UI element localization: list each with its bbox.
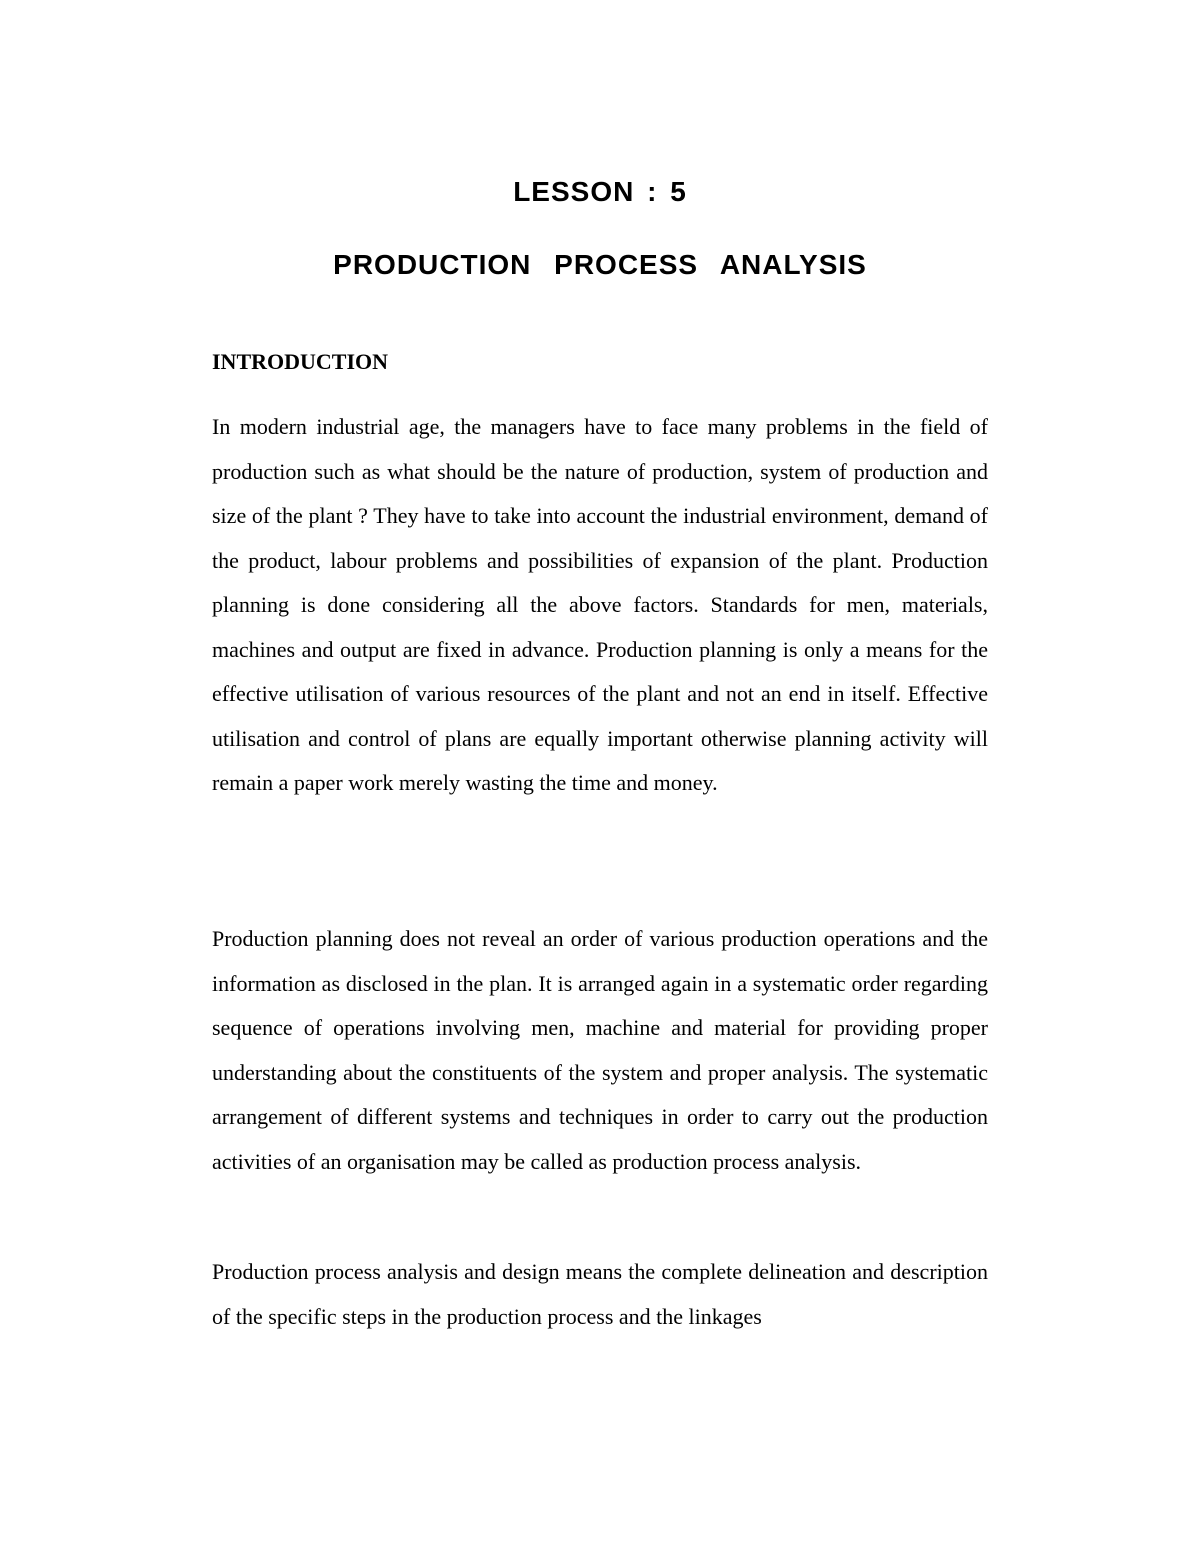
paragraph-1: In modern industrial age, the managers have to face many problems in the field of production such as what should be the nature of production, system of production and size of the plant ? They have to take into account the industrial environment, demand of the product, labour problems and possibilities of expansion of the plant. Production planning is done considering all the above factors. Standards for men, materials, machines and output are fixed in advance. Production planning is only a means for the effective utilisation of various resources of the plant and not an end in itself. Effective utilisation and control of plans are equally important otherwise planning activity will remain a paper work merely wasting the time and money. (212, 414, 988, 795)
section-heading-introduction: INTRODUCTION (212, 349, 389, 374)
page-title: PRODUCTION PROCESS ANALYSIS (333, 249, 867, 280)
paragraph-2: Production planning does not reveal an order of various production operations and the information as disclosed in the plan. It is arranged again in a systematic order regarding sequence of operations involving men, machine and material for providing proper understanding about the constituents of the system and proper analysis. The systematic arrangement of different systems and techniques in order to carry out the production activities of an organisation may be called as production process analysis. (212, 926, 988, 1174)
lesson-label: LESSON : 5 (513, 176, 687, 207)
paragraph-3: Production process analysis and design means the complete delineation and description of the specific steps in the production process and the linkages (212, 1259, 988, 1329)
